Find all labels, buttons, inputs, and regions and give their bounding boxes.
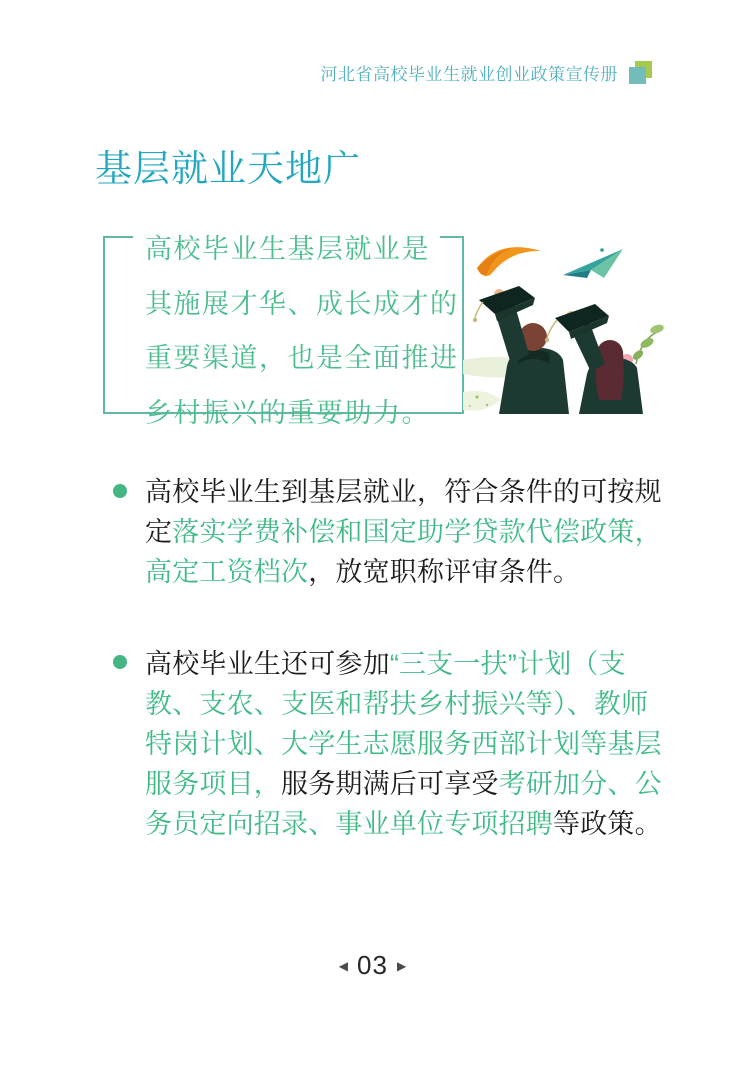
text-segment: 服务期满后可享受 bbox=[281, 769, 499, 799]
bullet-text-line bbox=[145, 804, 666, 844]
text-segment: 教、支农、支医和帮扶乡村振兴等）、教师 bbox=[145, 689, 649, 719]
text-segment: ，放宽职称评审条件。 bbox=[308, 557, 581, 587]
text-segment: 高校毕业生还可参加 bbox=[145, 649, 390, 679]
text-segment: 定 bbox=[145, 517, 173, 547]
bullet-dot-icon bbox=[113, 484, 127, 498]
bullet-text-line bbox=[145, 644, 666, 684]
graduates-illustration bbox=[463, 242, 673, 414]
booklet-title: 河北省高校毕业生就业创业政策宣传册 bbox=[320, 65, 618, 84]
page-header bbox=[321, 60, 654, 85]
double-square-icon bbox=[628, 60, 653, 85]
bullet-text-line bbox=[145, 684, 666, 724]
text-segment: 高定工资档次 bbox=[145, 557, 309, 587]
text-segment: 特岗计划、大学生志愿服务西部计划等基层 bbox=[145, 729, 662, 759]
bullet-dot-icon bbox=[113, 655, 127, 669]
bullet-item-2 bbox=[106, 642, 666, 844]
quote-line: 重要渠道，也是全面推进 bbox=[145, 343, 459, 373]
text-segment: 高校毕业生到基层就业，符合条件的可按规 bbox=[145, 477, 662, 507]
teal-square-icon bbox=[629, 67, 646, 84]
paper-plane-icon bbox=[563, 248, 623, 278]
bullet-1-text bbox=[145, 470, 666, 592]
text-segment: 考研加分、公 bbox=[498, 769, 662, 799]
bullet-text-line bbox=[145, 472, 666, 512]
next-page-icon[interactable]: ▶ bbox=[396, 958, 407, 973]
quote-border-top-left bbox=[103, 236, 133, 238]
page-footer bbox=[0, 950, 745, 981]
text-segment: 服务项目， bbox=[145, 769, 281, 799]
bullet-2-text bbox=[145, 642, 666, 844]
page-number: 03 bbox=[357, 950, 388, 980]
text-segment: “三支一扶”计划（支 bbox=[389, 649, 626, 679]
bullet-text-line bbox=[145, 552, 666, 592]
quote-line: 乡村振兴的重要助力。 bbox=[145, 397, 430, 428]
prev-page-icon[interactable]: ◀ bbox=[338, 958, 349, 973]
bullet-text-line bbox=[145, 512, 666, 552]
quote-text bbox=[145, 222, 459, 440]
quote-box bbox=[103, 234, 464, 428]
bullet-text-line bbox=[145, 764, 666, 804]
text-segment: 等政策。 bbox=[553, 809, 662, 839]
bullet-text-line bbox=[145, 724, 666, 764]
orange-ribbon-icon bbox=[477, 247, 541, 276]
text-segment: 落实学费补偿和国定助学贷款代偿政策， bbox=[172, 517, 662, 547]
quote-line: 高校毕业生基层就业是 bbox=[145, 234, 430, 264]
quote-line: 其施展才华、成长成才的 bbox=[145, 288, 459, 319]
bullet-item-1 bbox=[106, 470, 666, 592]
page-title: 基层就业天地广 bbox=[95, 148, 361, 189]
text-segment: 务员定向招录、事业单位专项招聘 bbox=[145, 809, 553, 839]
